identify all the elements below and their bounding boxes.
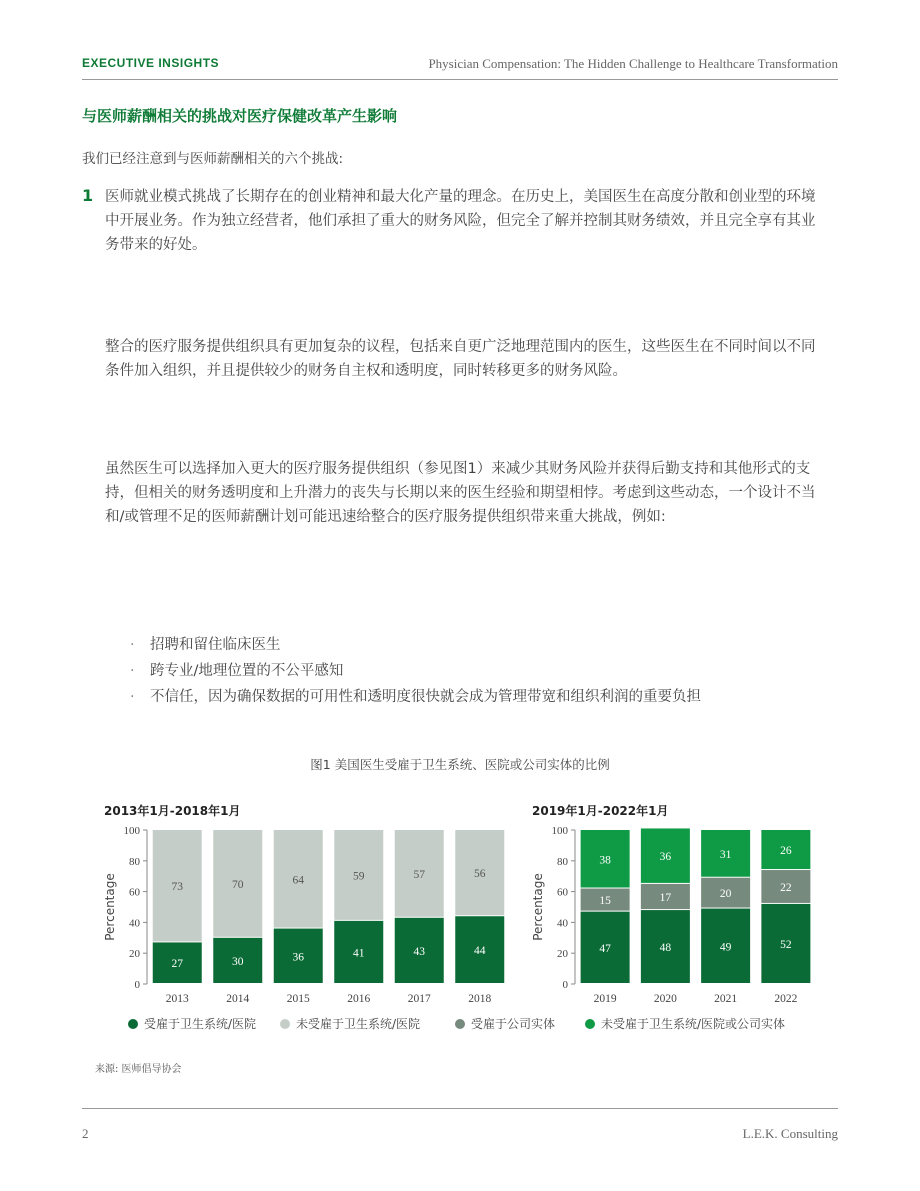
header-section-label: EXECUTIVE INSIGHTS bbox=[82, 56, 220, 70]
legend-label: 受雇于卫生系统/医院 bbox=[144, 1017, 257, 1031]
legend-label: 未受雇于卫生系统/医院 bbox=[296, 1017, 421, 1031]
data-label: 22 bbox=[780, 881, 792, 894]
chart-title: 2013年1月-2018年1月 bbox=[104, 804, 241, 818]
data-label: 48 bbox=[659, 942, 672, 955]
x-tick-label: 2013 bbox=[165, 993, 189, 1005]
legend-swatch-icon bbox=[585, 1019, 595, 1029]
data-label: 49 bbox=[719, 941, 732, 954]
data-label: 70 bbox=[232, 878, 244, 891]
y-tick-label: 0 bbox=[134, 979, 140, 991]
header-divider bbox=[82, 79, 838, 80]
data-label: 26 bbox=[780, 845, 792, 858]
y-tick-label: 40 bbox=[129, 917, 140, 930]
data-label: 57 bbox=[413, 868, 425, 881]
item-paragraph-3: 虽然医生可以选择加入更大的医疗服务提供组织（参见图1）来减少其财务风险并获得后勤支持和其他形式的支持，但相关的财务透明度和上升潜力的丧失与长期以来的医生经验和期望相悖。考虑到这些动态，一个设计不当和/或管理不足的医师薪酬计划可能迅速给整合的医疗服务提供组织带来重大挑战，例如: bbox=[105, 461, 816, 525]
y-tick-label: 0 bbox=[562, 979, 568, 991]
figure-title: 图1 美国医生受雇于卫生系统、医院或公司实体的比例 bbox=[310, 757, 610, 772]
item-number: 1 bbox=[82, 186, 94, 205]
bullet-dot-icon: · bbox=[130, 689, 135, 705]
x-tick-label: 2014 bbox=[226, 993, 250, 1005]
section-title: 与医师薪酬相关的挑战对医疗保健改革产生影响 bbox=[82, 107, 398, 125]
y-tick-label: 80 bbox=[129, 855, 140, 868]
data-label: 31 bbox=[719, 848, 732, 861]
list-item bbox=[130, 684, 701, 710]
x-tick-label: 2018 bbox=[468, 993, 492, 1005]
figure-chart bbox=[0, 795, 920, 1010]
y-axis-label: Percentage bbox=[531, 873, 545, 941]
list-item bbox=[130, 632, 701, 658]
legend-label: 受雇于公司实体 bbox=[471, 1017, 556, 1031]
footer-company: L.E.K. Consulting bbox=[742, 1126, 838, 1141]
y-tick-label: 20 bbox=[557, 948, 568, 961]
data-label: 38 bbox=[599, 854, 611, 867]
list-item-text: 跨专业/地理位置的不公平感知 bbox=[150, 663, 344, 679]
y-tick-label: 40 bbox=[557, 917, 568, 930]
figure-source: 来源: 医师倡导协会 bbox=[95, 1064, 182, 1075]
data-label: 56 bbox=[474, 868, 486, 881]
data-label: 20 bbox=[719, 888, 732, 901]
data-label: 47 bbox=[599, 942, 611, 955]
bullet-dot-icon: · bbox=[130, 663, 135, 679]
y-tick-label: 60 bbox=[557, 886, 568, 899]
legend-swatch-icon bbox=[455, 1019, 465, 1029]
footer-divider bbox=[82, 1108, 838, 1109]
x-tick-label: 2022 bbox=[774, 993, 798, 1005]
y-tick-label: 80 bbox=[557, 855, 568, 868]
section-intro: 我们已经注意到与医师薪酬相关的六个挑战: bbox=[82, 151, 344, 167]
data-label: 43 bbox=[413, 945, 425, 958]
legend-item-independent bbox=[585, 1015, 785, 1032]
y-axis-label: Percentage bbox=[103, 873, 117, 941]
legend-item-employed bbox=[128, 1015, 256, 1032]
data-label: 41 bbox=[353, 947, 365, 960]
y-tick-label: 20 bbox=[129, 948, 140, 961]
page-number: 2 bbox=[82, 1126, 89, 1141]
y-tick-label: 100 bbox=[123, 825, 140, 837]
data-label: 44 bbox=[474, 945, 486, 958]
data-label: 73 bbox=[171, 881, 183, 894]
x-tick-label: 2016 bbox=[347, 993, 371, 1005]
legend-swatch-icon bbox=[280, 1019, 290, 1029]
list-item bbox=[130, 658, 701, 684]
legend-label: 未受雇于卫生系统/医院或公司实体 bbox=[601, 1017, 786, 1031]
legend-item-corporate bbox=[455, 1015, 555, 1032]
chart-title: 2019年1月-2022年1月 bbox=[532, 804, 669, 818]
data-label: 52 bbox=[780, 938, 792, 951]
list-item-text: 不信任，因为确保数据的可用性和透明度很快就会成为管理带宽和组织利润的重要负担 bbox=[150, 689, 701, 705]
header-document-title: Physician Compensation: The Hidden Challenge to Healthcare Transformation bbox=[428, 56, 838, 71]
data-label: 30 bbox=[232, 955, 244, 968]
data-label: 64 bbox=[292, 874, 304, 887]
data-label: 27 bbox=[171, 958, 183, 971]
bullet-dot-icon: · bbox=[130, 637, 135, 653]
x-tick-label: 2020 bbox=[653, 993, 677, 1005]
list-item-text: 招聘和留住临床医生 bbox=[150, 637, 281, 653]
item-paragraph-2: 整合的医疗服务提供组织具有更加复杂的议程，包括来自更广泛地理范围内的医生，这些医生在不同时间以不同条件加入组织，并且提供较少的财务自主权和透明度，同时转移更多的财务风险。 bbox=[105, 339, 816, 379]
data-label: 36 bbox=[659, 851, 672, 864]
data-label: 36 bbox=[292, 951, 304, 964]
data-label: 15 bbox=[599, 895, 611, 908]
data-label: 17 bbox=[659, 891, 672, 904]
item-paragraph-1: 医师就业模式挑战了长期存在的创业精神和最大化产量的理念。在历史上，美国医生在高度分散和创业型的环境中开展业务。作为独立经营者，他们承担了重大的财务风险，但完全了解并控制其财务绩效，并且完全享有其业务带来的好处。 bbox=[105, 189, 816, 253]
x-tick-label: 2019 bbox=[593, 993, 617, 1005]
y-tick-label: 100 bbox=[551, 825, 568, 837]
legend-item-not-employed bbox=[280, 1015, 420, 1032]
data-label: 59 bbox=[353, 870, 365, 883]
legend-swatch-icon bbox=[128, 1019, 138, 1029]
x-tick-label: 2017 bbox=[407, 993, 431, 1005]
x-tick-label: 2021 bbox=[714, 993, 738, 1005]
y-tick-label: 60 bbox=[129, 886, 140, 899]
x-tick-label: 2015 bbox=[286, 993, 310, 1005]
challenge-list bbox=[130, 632, 701, 710]
